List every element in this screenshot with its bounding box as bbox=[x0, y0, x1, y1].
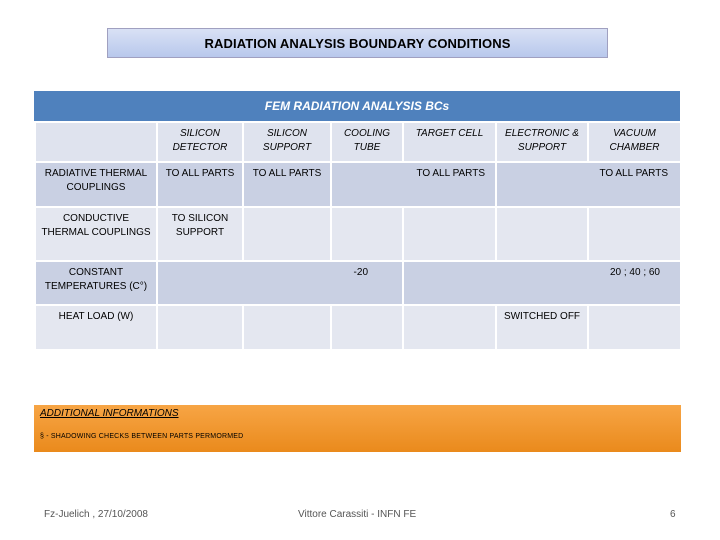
col-header-vacuum-chamber: VACUUM CHAMBER bbox=[588, 122, 681, 162]
col-header-silicon-support: SILICON SUPPORT bbox=[243, 122, 331, 162]
table-cell bbox=[496, 207, 588, 261]
table-row bbox=[35, 207, 681, 261]
table-row bbox=[35, 162, 681, 207]
table-cell bbox=[243, 207, 331, 261]
col-header-cooling-tube: COOLING TUBE bbox=[331, 122, 403, 162]
table-cell: TO SILICON SUPPORT bbox=[157, 207, 243, 261]
table-cell bbox=[243, 305, 331, 350]
table-cell bbox=[588, 207, 681, 261]
footer-author: Vittore Carassiti - INFN FE bbox=[298, 509, 417, 520]
info-title: ADDITIONAL INFORMATIONS bbox=[40, 408, 179, 419]
col-header-electronic-support: ELECTRONIC & SUPPORT bbox=[496, 122, 588, 162]
table-cell: 20 ; 40 ; 60 bbox=[403, 261, 681, 305]
table-cell: TO ALL PARTS bbox=[331, 162, 496, 207]
row-label: HEAT LOAD (W) bbox=[35, 305, 157, 350]
slide-title: RADIATION ANALYSIS BOUNDARY CONDITIONS bbox=[107, 28, 608, 58]
table-cell bbox=[331, 305, 403, 350]
page-number: 6 bbox=[670, 509, 676, 520]
col-header-target-cell: TARGET CELL bbox=[403, 122, 496, 162]
bc-table-container bbox=[34, 91, 680, 351]
table-cell bbox=[157, 305, 243, 350]
additional-info-box bbox=[34, 405, 681, 452]
column-header-row bbox=[35, 122, 681, 162]
table-cell bbox=[588, 305, 681, 350]
footer-date: Fz-Juelich , 27/10/2008 bbox=[44, 509, 148, 520]
corner-cell bbox=[35, 122, 157, 162]
row-label: CONDUCTIVE THERMAL COUPLINGS bbox=[35, 207, 157, 261]
table-cell: -20 bbox=[157, 261, 403, 305]
info-line: § - SHADOWING CHECKS BETWEEN PARTS PERMORMED bbox=[40, 433, 244, 440]
row-label: CONSTANT TEMPERATURES (C°) bbox=[35, 261, 157, 305]
table-cell bbox=[331, 207, 403, 261]
table-cell: TO ALL PARTS bbox=[496, 162, 681, 207]
bc-table bbox=[34, 121, 682, 351]
row-label: RADIATIVE THERMAL COUPLINGS bbox=[35, 162, 157, 207]
table-row bbox=[35, 305, 681, 350]
table-row bbox=[35, 261, 681, 305]
table-cell: TO ALL PARTS bbox=[157, 162, 243, 207]
table-header: FEM RADIATION ANALYSIS BCs bbox=[34, 91, 680, 121]
table-cell bbox=[403, 207, 496, 261]
table-cell bbox=[403, 305, 496, 350]
col-header-silicon-detector: SILICON DETECTOR bbox=[157, 122, 243, 162]
table-cell: TO ALL PARTS bbox=[243, 162, 331, 207]
table-cell: SWITCHED OFF bbox=[496, 305, 588, 350]
